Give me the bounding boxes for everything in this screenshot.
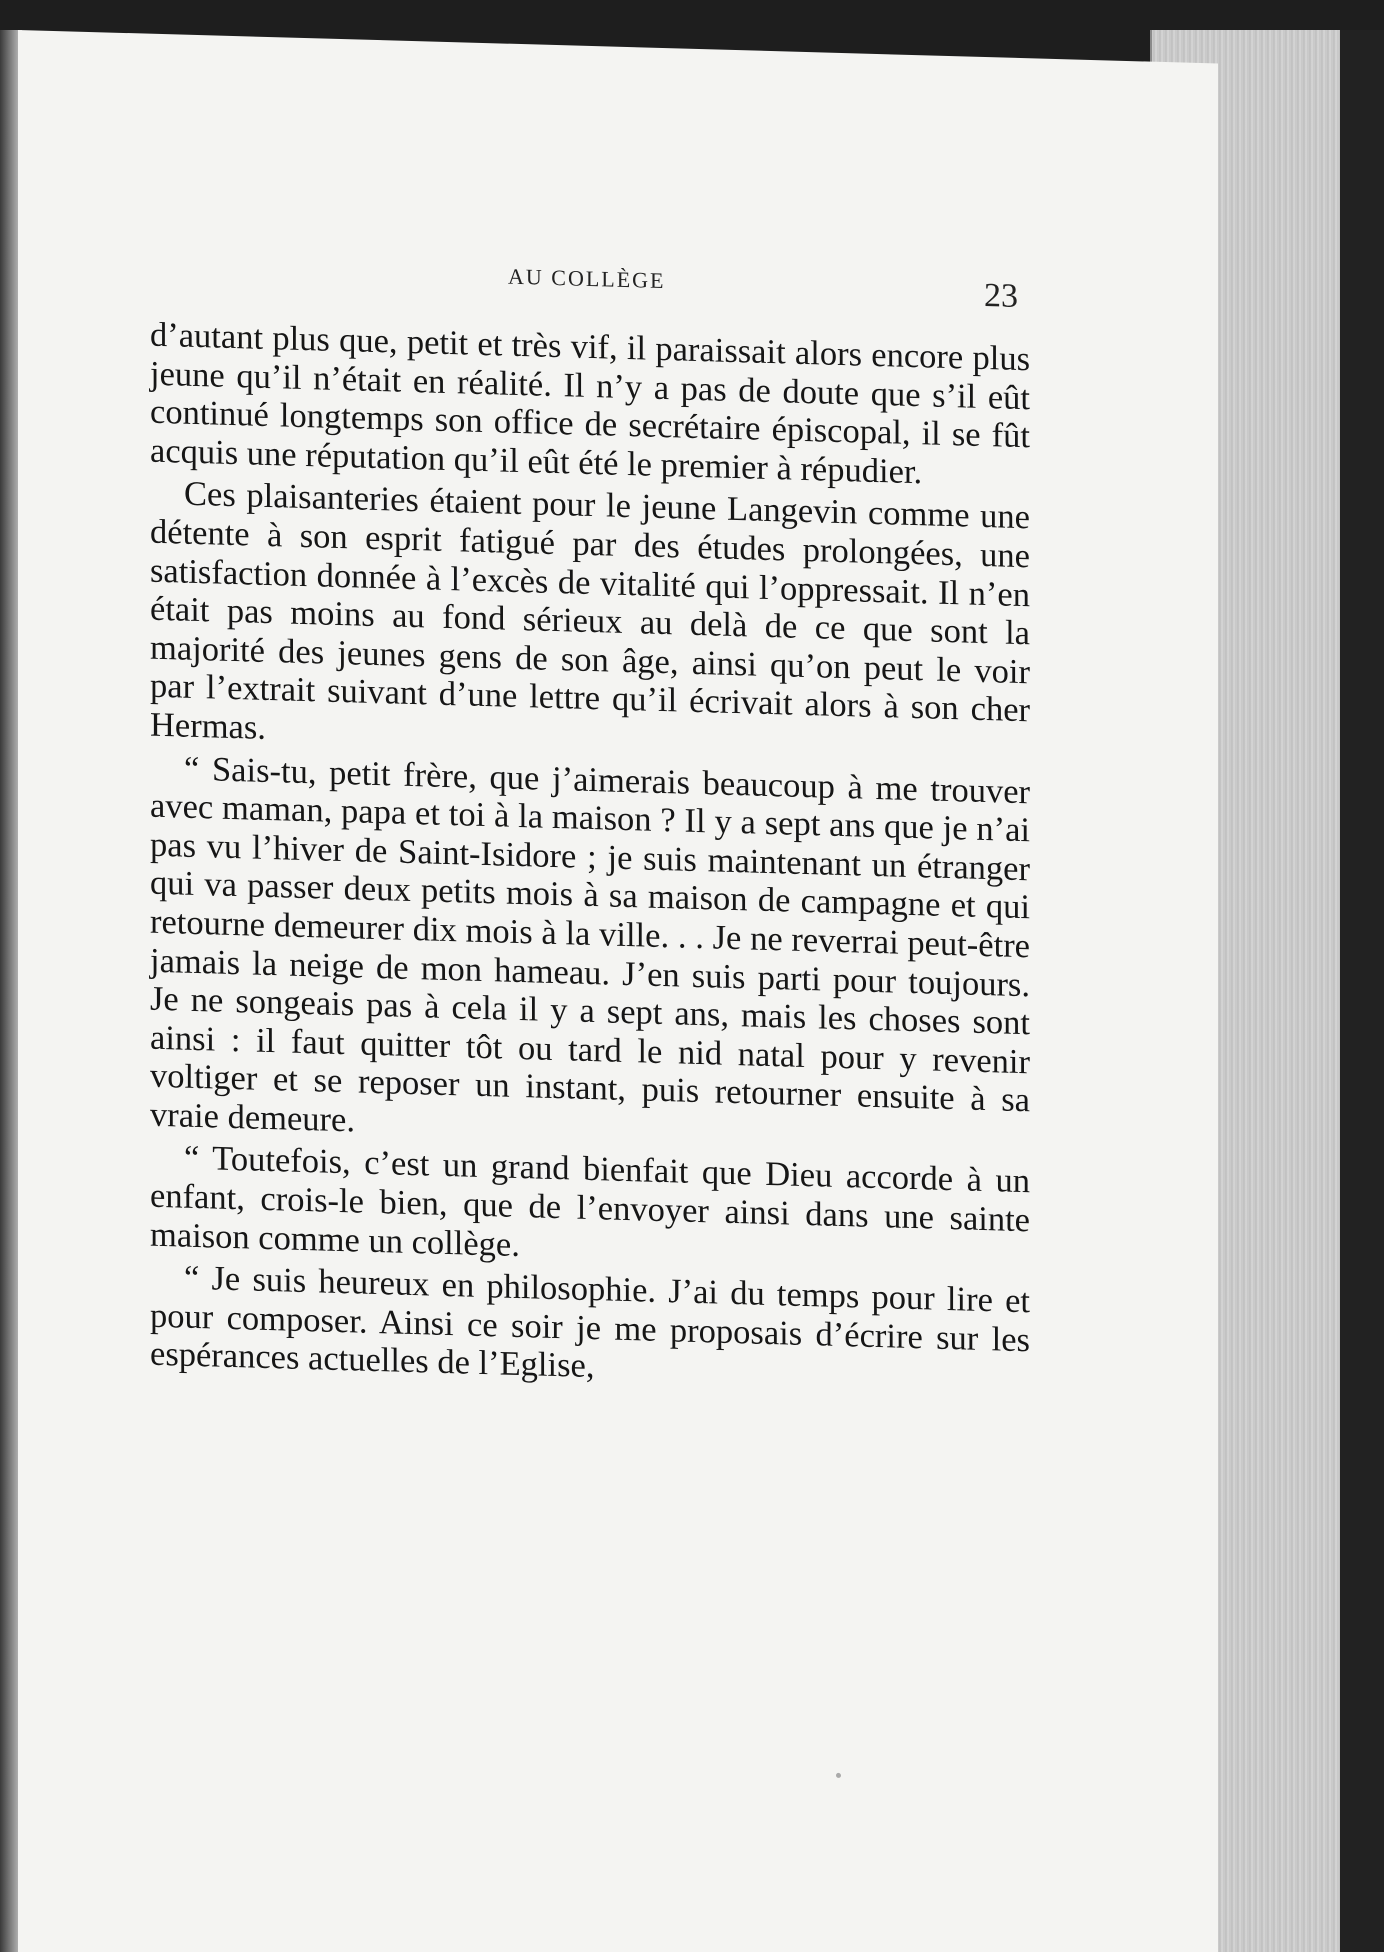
paragraph: “ Je suis heureux en philosophie. J’ai du temps pour lire et pour composer. Ainsi ce soir je me proposais d’écrire sur les espérances actuelles de l’Eglise,	[150, 1258, 1030, 1386]
page-header	[18, 250, 1218, 324]
page-number: 23	[984, 276, 1018, 315]
body-text	[150, 316, 1030, 1403]
paper-speck	[836, 1773, 841, 1778]
paragraph: “ Toutefois, c’est un grand bienfait que Dieu accorde à un enfant, crois-le bien, que de l’envoyer ainsi dans une sainte maison comme un collège.	[150, 1139, 1030, 1264]
book-page	[18, 30, 1218, 1952]
paragraph: d’autant plus que, petit et très vif, il paraissait alors encore plus jeune qu’il n’était en réalité. Il n’y a pas de doute que s’il eût continué longtemps son office de secrétaire épiscopal, il se fût acquis une réputation qu’il eût été le premier à répudier.	[150, 315, 1030, 492]
paragraph: “ Sais-tu, petit frère, que j’aimerais beaucoup à me trouver avec maman, papa et toi à la maison ? Il y a sept ans que je n’ai pas vu l’hiver de Saint-Isidore ; je suis maintenant un étranger qui va passer deux petits mois à sa maison de campagne et qui retourne demeurer dix mois à la ville. . . Je ne reverrai peut-être jamais la neige de mon hameau. J’en suis parti pour toujours. Je ne songeais pas à cela il y a sept ans, mais les choses sont ainsi : il faut quitter tôt ou tard le nid natal pour y revenir voltiger et se reposer un instant, puis retourner ensuite à sa vraie demeure.	[150, 749, 1030, 1140]
background-shadow	[1340, 30, 1384, 1952]
paragraph: Ces plaisanteries étaient pour le jeune Langevin comme une détente à son esprit fatigué par des études prolongées, une satisfaction donnée à l’excès de vitalité qui l’oppressait. Il n’en était pas moins au fond sérieux au delà de ce que sont la majorité des jeunes gens de son âge, ainsi qu’on peut le voir par l’extrait suivant d’une lettre qu’il écrivait alors à son cher Hermas.	[150, 475, 1030, 747]
running-head: AU COLLÈGE	[508, 263, 666, 294]
